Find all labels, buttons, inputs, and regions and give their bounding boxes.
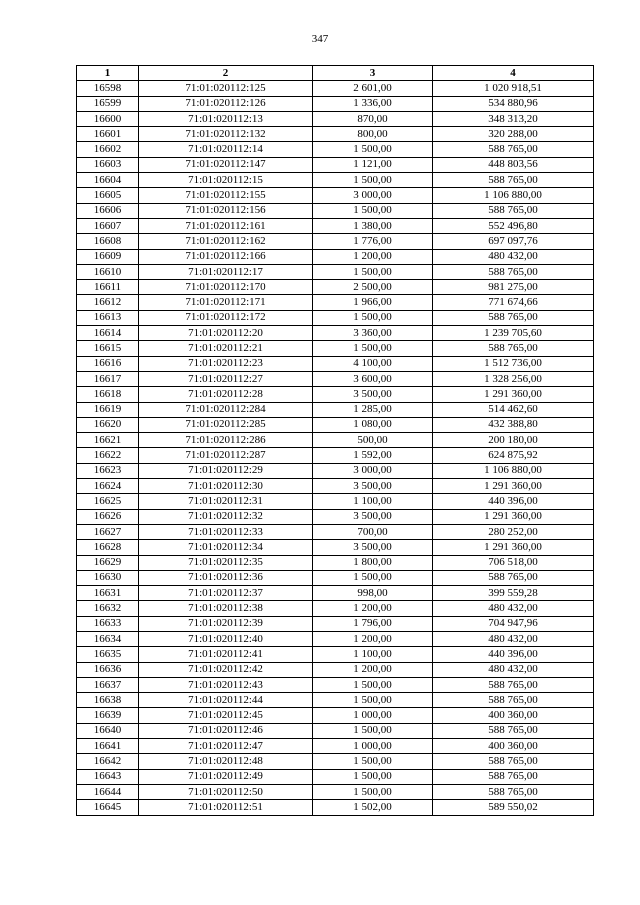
value-cell: 588 765,00 xyxy=(433,203,594,218)
value-cell: 534 880,96 xyxy=(433,96,594,111)
area-cell: 1 500,00 xyxy=(313,769,433,784)
row-number-cell: 16634 xyxy=(77,631,139,646)
area-cell: 998,00 xyxy=(313,586,433,601)
area-cell: 3 000,00 xyxy=(313,463,433,478)
row-number-cell: 16598 xyxy=(77,81,139,96)
value-cell: 514 462,60 xyxy=(433,402,594,417)
value-cell: 588 765,00 xyxy=(433,264,594,279)
row-number-cell: 16600 xyxy=(77,111,139,126)
cadastral-number-cell: 71:01:020112:46 xyxy=(139,723,313,738)
row-number-cell: 16601 xyxy=(77,127,139,142)
area-cell: 1 285,00 xyxy=(313,402,433,417)
table-row xyxy=(77,708,594,723)
value-cell: 280 252,00 xyxy=(433,524,594,539)
value-cell: 1 291 360,00 xyxy=(433,479,594,494)
value-cell: 588 765,00 xyxy=(433,677,594,692)
area-cell: 1 000,00 xyxy=(313,708,433,723)
area-cell: 1 200,00 xyxy=(313,631,433,646)
area-cell: 1 502,00 xyxy=(313,800,433,815)
cadastral-number-cell: 71:01:020112:40 xyxy=(139,631,313,646)
value-cell: 399 559,28 xyxy=(433,586,594,601)
column-header: 3 xyxy=(313,66,433,81)
row-number-cell: 16611 xyxy=(77,280,139,295)
cadastral-number-cell: 71:01:020112:45 xyxy=(139,708,313,723)
row-number-cell: 16619 xyxy=(77,402,139,417)
table-row xyxy=(77,356,594,371)
area-cell: 1 500,00 xyxy=(313,341,433,356)
value-cell: 348 313,20 xyxy=(433,111,594,126)
area-cell: 1 796,00 xyxy=(313,616,433,631)
column-header: 2 xyxy=(139,66,313,81)
cadastral-number-cell: 71:01:020112:41 xyxy=(139,647,313,662)
cadastral-number-cell: 71:01:020112:29 xyxy=(139,463,313,478)
table-row xyxy=(77,142,594,157)
cadastral-number-cell: 71:01:020112:170 xyxy=(139,280,313,295)
value-cell: 552 496,80 xyxy=(433,218,594,233)
table-row xyxy=(77,402,594,417)
cadastral-number-cell: 71:01:020112:17 xyxy=(139,264,313,279)
cadastral-number-cell: 71:01:020112:42 xyxy=(139,662,313,677)
value-cell: 588 765,00 xyxy=(433,173,594,188)
table-row xyxy=(77,157,594,172)
row-number-cell: 16622 xyxy=(77,448,139,463)
table-row xyxy=(77,371,594,386)
cadastral-number-cell: 71:01:020112:43 xyxy=(139,677,313,692)
table-row xyxy=(77,463,594,478)
cadastral-number-cell: 71:01:020112:34 xyxy=(139,540,313,555)
cadastral-number-cell: 71:01:020112:32 xyxy=(139,509,313,524)
cadastral-number-cell: 71:01:020112:28 xyxy=(139,387,313,402)
row-number-cell: 16625 xyxy=(77,494,139,509)
row-number-cell: 16643 xyxy=(77,769,139,784)
table-row xyxy=(77,570,594,585)
cadastral-number-cell: 71:01:020112:44 xyxy=(139,693,313,708)
area-cell: 1 500,00 xyxy=(313,693,433,708)
table-row xyxy=(77,280,594,295)
value-cell: 432 388,80 xyxy=(433,417,594,432)
row-number-cell: 16642 xyxy=(77,754,139,769)
area-cell: 1 000,00 xyxy=(313,739,433,754)
table-row xyxy=(77,173,594,188)
table-row xyxy=(77,249,594,264)
cadastral-number-cell: 71:01:020112:38 xyxy=(139,601,313,616)
cadastral-number-cell: 71:01:020112:166 xyxy=(139,249,313,264)
row-number-cell: 16603 xyxy=(77,157,139,172)
row-number-cell: 16608 xyxy=(77,234,139,249)
area-cell: 1 500,00 xyxy=(313,723,433,738)
table-row xyxy=(77,479,594,494)
cadastral-number-cell: 71:01:020112:126 xyxy=(139,96,313,111)
value-cell: 588 765,00 xyxy=(433,754,594,769)
table-body xyxy=(77,81,594,815)
table-row xyxy=(77,341,594,356)
value-cell: 588 765,00 xyxy=(433,784,594,799)
row-number-cell: 16616 xyxy=(77,356,139,371)
area-cell: 1 100,00 xyxy=(313,494,433,509)
table-row xyxy=(77,739,594,754)
area-cell: 3 600,00 xyxy=(313,371,433,386)
area-cell: 1 500,00 xyxy=(313,142,433,157)
value-cell: 588 765,00 xyxy=(433,769,594,784)
table-row xyxy=(77,264,594,279)
value-cell: 480 432,00 xyxy=(433,601,594,616)
area-cell: 1 500,00 xyxy=(313,173,433,188)
table-row xyxy=(77,203,594,218)
table-row xyxy=(77,769,594,784)
area-cell: 1 776,00 xyxy=(313,234,433,249)
table-row xyxy=(77,540,594,555)
area-cell: 1 336,00 xyxy=(313,96,433,111)
value-cell: 1 020 918,51 xyxy=(433,81,594,96)
cadastral-number-cell: 71:01:020112:14 xyxy=(139,142,313,157)
cadastral-number-cell: 71:01:020112:20 xyxy=(139,326,313,341)
area-cell: 3 500,00 xyxy=(313,387,433,402)
row-number-cell: 16632 xyxy=(77,601,139,616)
cadastral-number-cell: 71:01:020112:15 xyxy=(139,173,313,188)
row-number-cell: 16614 xyxy=(77,326,139,341)
cadastral-number-cell: 71:01:020112:156 xyxy=(139,203,313,218)
table-row xyxy=(77,111,594,126)
table-row xyxy=(77,601,594,616)
value-cell: 697 097,76 xyxy=(433,234,594,249)
cadastral-number-cell: 71:01:020112:50 xyxy=(139,784,313,799)
row-number-cell: 16640 xyxy=(77,723,139,738)
area-cell: 4 100,00 xyxy=(313,356,433,371)
table-row xyxy=(77,723,594,738)
table-row xyxy=(77,555,594,570)
row-number-cell: 16623 xyxy=(77,463,139,478)
value-cell: 771 674,66 xyxy=(433,295,594,310)
cadastral-number-cell: 71:01:020112:286 xyxy=(139,433,313,448)
table-row xyxy=(77,417,594,432)
value-cell: 588 765,00 xyxy=(433,723,594,738)
cadastral-number-cell: 71:01:020112:132 xyxy=(139,127,313,142)
value-cell: 706 518,00 xyxy=(433,555,594,570)
data-table xyxy=(76,65,594,816)
area-cell: 2 500,00 xyxy=(313,280,433,295)
row-number-cell: 16636 xyxy=(77,662,139,677)
row-number-cell: 16620 xyxy=(77,417,139,432)
area-cell: 1 200,00 xyxy=(313,601,433,616)
cadastral-number-cell: 71:01:020112:284 xyxy=(139,402,313,417)
cadastral-number-cell: 71:01:020112:23 xyxy=(139,356,313,371)
row-number-cell: 16621 xyxy=(77,433,139,448)
table-row xyxy=(77,800,594,815)
value-cell: 320 288,00 xyxy=(433,127,594,142)
row-number-cell: 16618 xyxy=(77,387,139,402)
value-cell: 448 803,56 xyxy=(433,157,594,172)
cadastral-number-cell: 71:01:020112:37 xyxy=(139,586,313,601)
table-row xyxy=(77,326,594,341)
row-number-cell: 16605 xyxy=(77,188,139,203)
row-number-cell: 16637 xyxy=(77,677,139,692)
area-cell: 1 080,00 xyxy=(313,417,433,432)
cadastral-number-cell: 71:01:020112:285 xyxy=(139,417,313,432)
area-cell: 3 500,00 xyxy=(313,540,433,555)
area-cell: 1 500,00 xyxy=(313,754,433,769)
value-cell: 1 291 360,00 xyxy=(433,387,594,402)
column-header: 4 xyxy=(433,66,594,81)
area-cell: 1 500,00 xyxy=(313,310,433,325)
row-number-cell: 16604 xyxy=(77,173,139,188)
value-cell: 588 765,00 xyxy=(433,341,594,356)
cadastral-number-cell: 71:01:020112:171 xyxy=(139,295,313,310)
table-row xyxy=(77,96,594,111)
table-row xyxy=(77,218,594,233)
row-number-cell: 16633 xyxy=(77,616,139,631)
table-row xyxy=(77,631,594,646)
value-cell: 1 512 736,00 xyxy=(433,356,594,371)
table-row xyxy=(77,647,594,662)
column-header: 1 xyxy=(77,66,139,81)
value-cell: 480 432,00 xyxy=(433,631,594,646)
row-number-cell: 16626 xyxy=(77,509,139,524)
area-cell: 3 360,00 xyxy=(313,326,433,341)
table-row xyxy=(77,387,594,402)
row-number-cell: 16639 xyxy=(77,708,139,723)
cadastral-number-cell: 71:01:020112:172 xyxy=(139,310,313,325)
area-cell: 800,00 xyxy=(313,127,433,142)
row-number-cell: 16599 xyxy=(77,96,139,111)
table-row xyxy=(77,310,594,325)
area-cell: 1 200,00 xyxy=(313,249,433,264)
value-cell: 1 106 880,00 xyxy=(433,463,594,478)
row-number-cell: 16630 xyxy=(77,570,139,585)
cadastral-number-cell: 71:01:020112:33 xyxy=(139,524,313,539)
table-row xyxy=(77,693,594,708)
value-cell: 1 291 360,00 xyxy=(433,509,594,524)
row-number-cell: 16628 xyxy=(77,540,139,555)
table-row xyxy=(77,433,594,448)
area-cell: 1 500,00 xyxy=(313,570,433,585)
area-cell: 1 121,00 xyxy=(313,157,433,172)
row-number-cell: 16606 xyxy=(77,203,139,218)
row-number-cell: 16624 xyxy=(77,479,139,494)
table-row xyxy=(77,509,594,524)
value-cell: 1 106 880,00 xyxy=(433,188,594,203)
value-cell: 440 396,00 xyxy=(433,647,594,662)
cadastral-number-cell: 71:01:020112:161 xyxy=(139,218,313,233)
area-cell: 3 500,00 xyxy=(313,479,433,494)
row-number-cell: 16635 xyxy=(77,647,139,662)
table-row xyxy=(77,448,594,463)
value-cell: 704 947,96 xyxy=(433,616,594,631)
cadastral-number-cell: 71:01:020112:39 xyxy=(139,616,313,631)
row-number-cell: 16644 xyxy=(77,784,139,799)
value-cell: 1 291 360,00 xyxy=(433,540,594,555)
table-row xyxy=(77,295,594,310)
row-number-cell: 16615 xyxy=(77,341,139,356)
area-cell: 870,00 xyxy=(313,111,433,126)
row-number-cell: 16641 xyxy=(77,739,139,754)
area-cell: 700,00 xyxy=(313,524,433,539)
row-number-cell: 16612 xyxy=(77,295,139,310)
value-cell: 981 275,00 xyxy=(433,280,594,295)
area-cell: 1 100,00 xyxy=(313,647,433,662)
cadastral-number-cell: 71:01:020112:49 xyxy=(139,769,313,784)
value-cell: 588 765,00 xyxy=(433,693,594,708)
area-cell: 500,00 xyxy=(313,433,433,448)
value-cell: 1 328 256,00 xyxy=(433,371,594,386)
area-cell: 1 966,00 xyxy=(313,295,433,310)
area-cell: 1 500,00 xyxy=(313,203,433,218)
cadastral-number-cell: 71:01:020112:125 xyxy=(139,81,313,96)
value-cell: 588 765,00 xyxy=(433,310,594,325)
cadastral-number-cell: 71:01:020112:162 xyxy=(139,234,313,249)
value-cell: 400 360,00 xyxy=(433,739,594,754)
table-row xyxy=(77,188,594,203)
row-number-cell: 16629 xyxy=(77,555,139,570)
value-cell: 588 765,00 xyxy=(433,570,594,585)
cadastral-number-cell: 71:01:020112:31 xyxy=(139,494,313,509)
table-row xyxy=(77,81,594,96)
cadastral-number-cell: 71:01:020112:21 xyxy=(139,341,313,356)
cadastral-number-cell: 71:01:020112:155 xyxy=(139,188,313,203)
row-number-cell: 16631 xyxy=(77,586,139,601)
table-row xyxy=(77,494,594,509)
page-number: 347 xyxy=(311,33,329,45)
table-row xyxy=(77,754,594,769)
row-number-cell: 16627 xyxy=(77,524,139,539)
row-number-cell: 16617 xyxy=(77,371,139,386)
area-cell: 2 601,00 xyxy=(313,81,433,96)
value-cell: 440 396,00 xyxy=(433,494,594,509)
area-cell: 1 200,00 xyxy=(313,662,433,677)
row-number-cell: 16610 xyxy=(77,264,139,279)
cadastral-number-cell: 71:01:020112:147 xyxy=(139,157,313,172)
table-row xyxy=(77,586,594,601)
table-row xyxy=(77,662,594,677)
table-row xyxy=(77,127,594,142)
table-row xyxy=(77,616,594,631)
value-cell: 480 432,00 xyxy=(433,662,594,677)
cadastral-number-cell: 71:01:020112:13 xyxy=(139,111,313,126)
area-cell: 1 380,00 xyxy=(313,218,433,233)
area-cell: 3 000,00 xyxy=(313,188,433,203)
value-cell: 1 239 705,60 xyxy=(433,326,594,341)
area-cell: 1 800,00 xyxy=(313,555,433,570)
table-row xyxy=(77,677,594,692)
row-number-cell: 16607 xyxy=(77,218,139,233)
row-number-cell: 16638 xyxy=(77,693,139,708)
row-number-cell: 16602 xyxy=(77,142,139,157)
table-row xyxy=(77,234,594,249)
table-row xyxy=(77,524,594,539)
cadastral-number-cell: 71:01:020112:47 xyxy=(139,739,313,754)
area-cell: 1 500,00 xyxy=(313,264,433,279)
row-number-cell: 16609 xyxy=(77,249,139,264)
value-cell: 589 550,02 xyxy=(433,800,594,815)
value-cell: 624 875,92 xyxy=(433,448,594,463)
table-header-row xyxy=(77,66,594,81)
cadastral-number-cell: 71:01:020112:36 xyxy=(139,570,313,585)
cadastral-number-cell: 71:01:020112:51 xyxy=(139,800,313,815)
area-cell: 1 500,00 xyxy=(313,784,433,799)
value-cell: 200 180,00 xyxy=(433,433,594,448)
value-cell: 480 432,00 xyxy=(433,249,594,264)
cadastral-number-cell: 71:01:020112:287 xyxy=(139,448,313,463)
area-cell: 1 500,00 xyxy=(313,677,433,692)
value-cell: 588 765,00 xyxy=(433,142,594,157)
cadastral-number-cell: 71:01:020112:30 xyxy=(139,479,313,494)
row-number-cell: 16613 xyxy=(77,310,139,325)
cadastral-number-cell: 71:01:020112:48 xyxy=(139,754,313,769)
table-row xyxy=(77,784,594,799)
area-cell: 3 500,00 xyxy=(313,509,433,524)
row-number-cell: 16645 xyxy=(77,800,139,815)
cadastral-number-cell: 71:01:020112:35 xyxy=(139,555,313,570)
value-cell: 400 360,00 xyxy=(433,708,594,723)
cadastral-number-cell: 71:01:020112:27 xyxy=(139,371,313,386)
area-cell: 1 592,00 xyxy=(313,448,433,463)
